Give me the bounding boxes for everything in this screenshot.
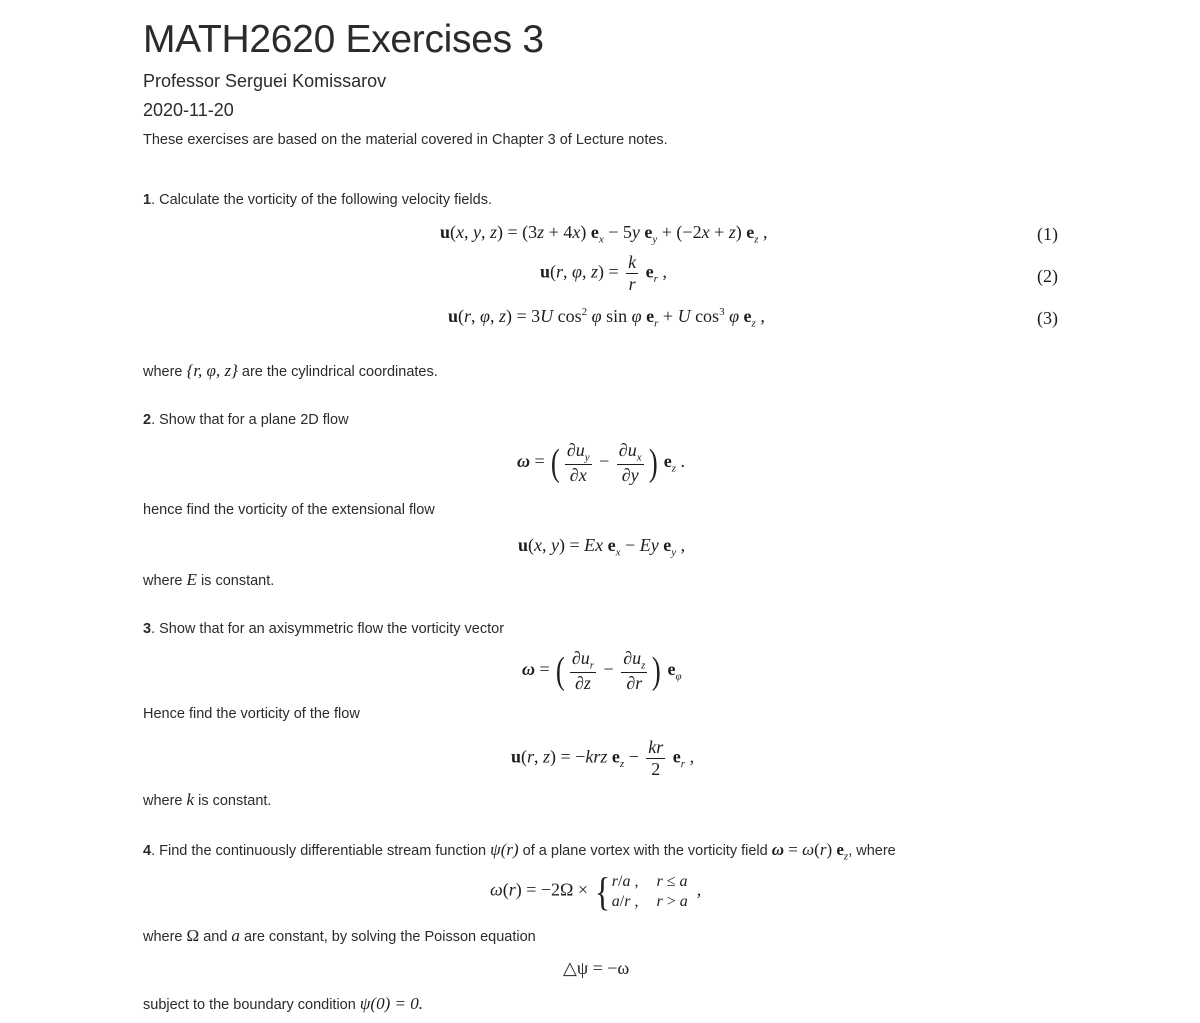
problem-2-hence: hence find the vorticity of the extensional flow	[143, 502, 435, 518]
equation-2: u(r, φ, z) = $\frac{k}{r}$ $e_r$ ,	[540, 252, 667, 294]
stream-function-math: ψ(r)	[490, 840, 519, 859]
equation-axisymmetric-flow: u(r, z) = −krz $e_z$ − $\frac{kr}{2}$ $e_r$ ,	[511, 737, 695, 779]
problem-1-statement	[143, 192, 492, 208]
problem-2-where: where E is constant.	[143, 570, 275, 589]
intro-text: These exercises are based on the material covered in Chapter 3 of Lecture notes.	[143, 132, 668, 148]
equation-vorticity-axisymmetric: ω = ( $\frac{\partial u_r}{\partial z}$ − $\frac{\partial u_z}{\partial r}$ ) $e_\varphi$	[522, 648, 682, 694]
equation-number-3: (3)	[1037, 308, 1058, 328]
equation-poisson: △ψ = −ω	[563, 958, 630, 978]
equation-vorticity-2d: ω = ( $\frac{\partial u_y}{\partial x}$ − $\frac{\partial u_x}{\partial y}$ ) $e_z$ .	[517, 440, 686, 486]
problem-3-text: . Show that for an axisymmetric flow the vorticity vector	[151, 621, 505, 637]
problem-1-number: 1	[143, 192, 152, 208]
problem-2-number: 2	[143, 412, 152, 428]
vorticity-field-math: ω = ω(r) $e_z$	[771, 840, 849, 863]
equation-3: u(r, φ, z) = 3U $\cos^2 \varphi$ sin φ $e_r + U$ $\cos^3 \varphi$ $e_z$ ,	[448, 306, 765, 330]
problem-4-boundary-condition: subject to the boundary condition ψ(0) = 0.	[143, 994, 423, 1013]
problem-2-text: . Show that for a plane 2D flow	[151, 412, 349, 428]
problem-4-statement: 4. Find the continuously differentiable stream function ψ(r) of a plane vortex with the vorticity field ω = ω(r) $e_z$, where	[143, 840, 896, 863]
problem-3-hence: Hence find the vorticity of the flow	[143, 706, 360, 722]
equation-extensional-flow: u(x, y) = Ex $e_x - Ey$ $e_y$ ,	[518, 535, 686, 559]
page-title: MATH2620 Exercises 3	[143, 18, 544, 61]
problem-3-statement	[143, 621, 504, 637]
problem-3-number: 3	[143, 621, 152, 637]
equation-vortex-vorticity: ω(r) = −2Ω × { r/a , r ≤ a a/r , r > a ,	[490, 869, 702, 914]
equation-number-1: (1)	[1037, 224, 1058, 244]
problem-2-statement	[143, 412, 349, 428]
date: 2020-11-20	[143, 100, 234, 120]
cylindrical-coords-math: {r, φ, z}	[186, 361, 238, 380]
problem-1-text: . Calculate the vorticity of the following velocity fields.	[151, 192, 492, 208]
equation-1: u(x, y, z) = (3z + 4x) $e_x - 5y$ $e_y + (-2x + z)$ $e_z$ ,	[440, 222, 768, 246]
author: Professor Serguei Komissarov	[143, 71, 387, 91]
problem-4-number: 4	[143, 843, 152, 859]
problem-1-note: where {r, φ, z} are the cylindrical coordinates.	[143, 361, 438, 380]
problem-4-where: where Ω and a are constant, by solving the Poisson equation	[143, 926, 536, 945]
problem-3-where: where k is constant.	[143, 790, 272, 809]
equation-number-2: (2)	[1037, 266, 1058, 286]
